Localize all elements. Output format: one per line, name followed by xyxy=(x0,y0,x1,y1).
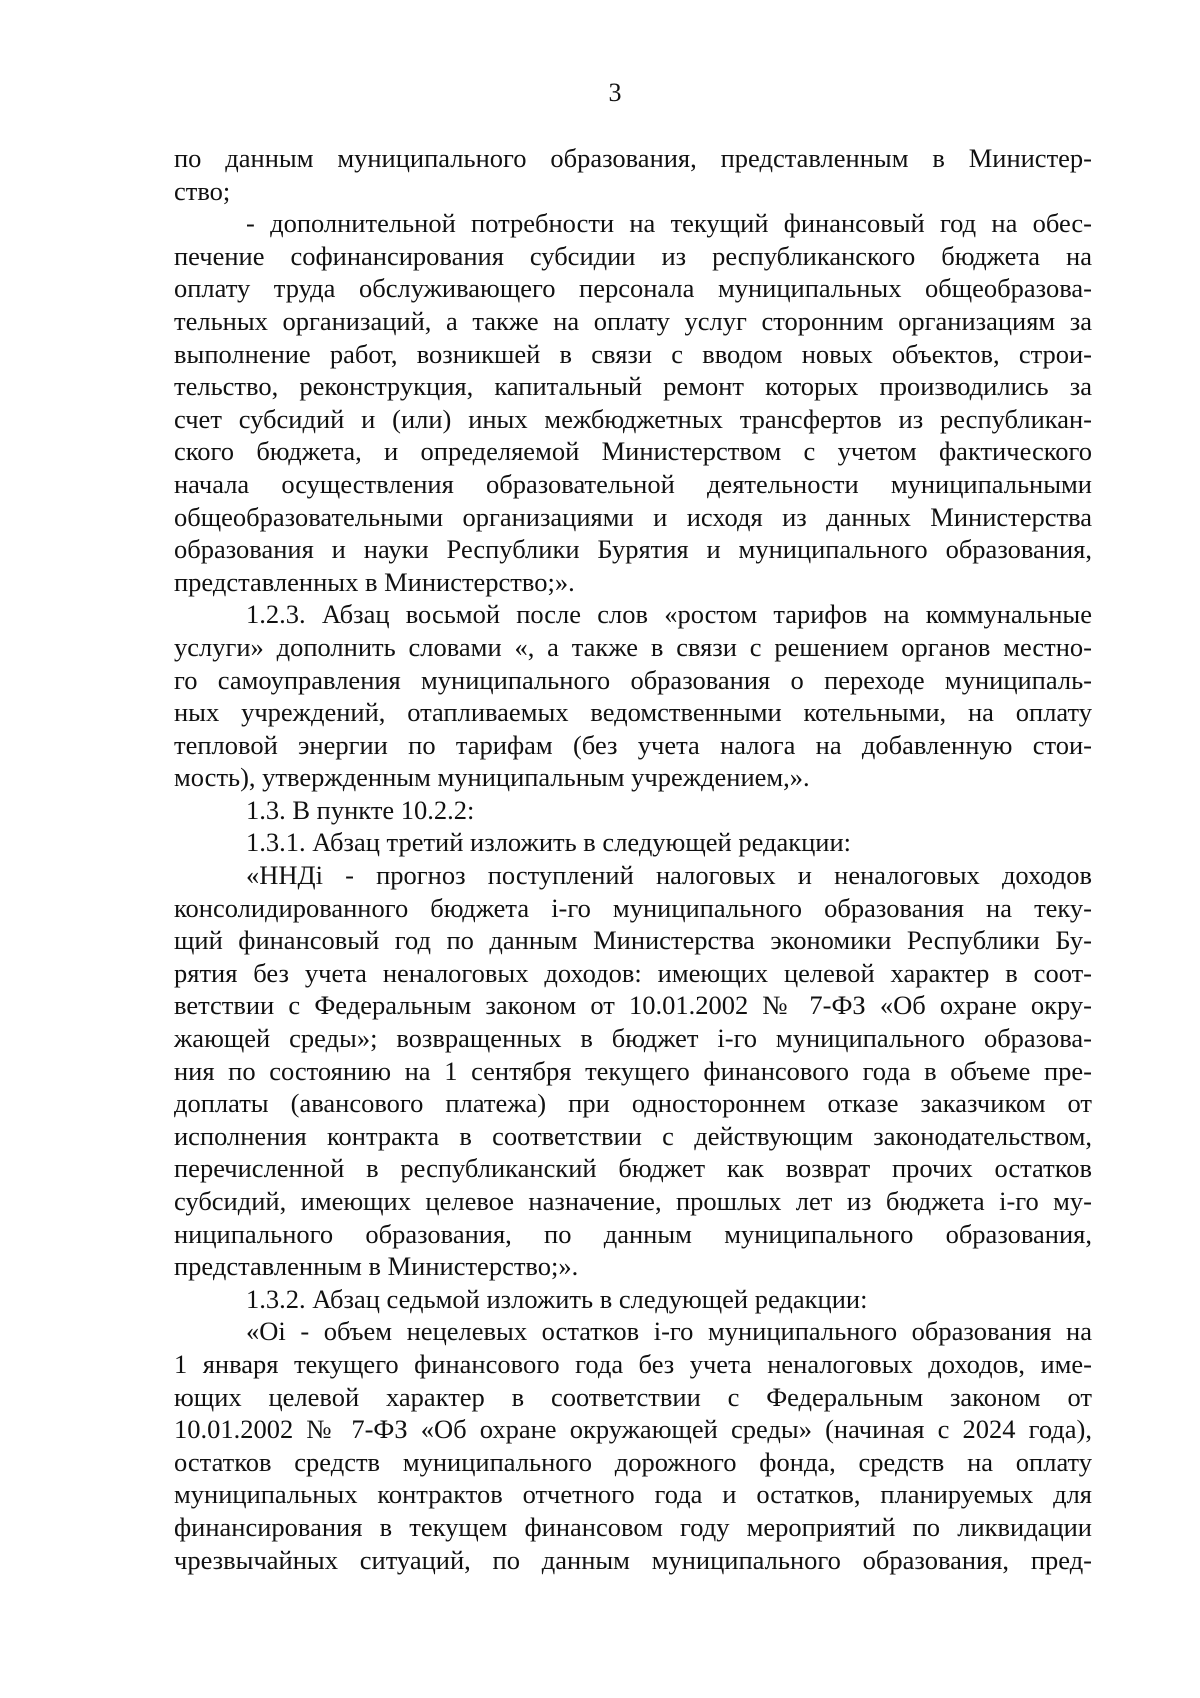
text-line: исполнения контракта в соответствии с действующим законодательством, xyxy=(174,1120,1092,1151)
text-line: го самоуправления муниципального образования о переходе муниципаль- xyxy=(174,664,1092,695)
text-line: муниципальных контрактов отчетного года и остатков, планируемых для xyxy=(174,1479,1092,1510)
text-line: 1.3.1. Абзац третий изложить в следующей редакции: xyxy=(246,827,852,858)
text-line: остатков средств муниципального дорожного фонда, средств на оплату xyxy=(174,1446,1092,1477)
text-line: счет субсидий и (или) иных межбюджетных трансфертов из республикан- xyxy=(174,403,1092,434)
text-line: представленным в Министерство;». xyxy=(174,1251,579,1282)
text-line: оплату труда обслуживающего персонала муниципальных общеобразова- xyxy=(174,273,1092,304)
text-line: ных учреждений, отапливаемых ведомственными котельными, на оплату xyxy=(174,697,1092,728)
text-line: образования и науки Республики Бурятия и муниципального образования, xyxy=(174,534,1092,565)
text-line: консолидированного бюджета i-го муниципального образования на теку- xyxy=(174,892,1092,923)
text-line: чрезвычайных ситуаций, по данным муниципального образования, пред- xyxy=(174,1544,1092,1575)
page-number: 3 xyxy=(608,78,622,107)
text-line: 10.01.2002 № 7-ФЗ «Об охране окружающей среды» (начиная с 2024 года), xyxy=(174,1414,1092,1445)
text-line: - дополнительной потребности на текущий финансовый год на обес- xyxy=(246,208,1092,239)
text-line: 1 января текущего финансового года без учета неналоговых доходов, име- xyxy=(174,1348,1092,1379)
text-line: 1.3.2. Абзац седьмой изложить в следующей редакции: xyxy=(246,1283,868,1314)
text-line: ветствии с Федеральным законом от 10.01.2002 № 7-ФЗ «Об охране окру- xyxy=(174,990,1092,1021)
text-line: щий финансовый год по данным Министерства экономики Республики Бу- xyxy=(174,925,1092,956)
text-line: ниципального образования, по данным муниципального образования, xyxy=(174,1218,1092,1249)
text-line: начала осуществления образовательной деятельности муниципальными xyxy=(174,468,1092,499)
text-line: доплаты (авансового платежа) при одностороннем отказе заказчиком от xyxy=(174,1088,1092,1119)
text-line: тельство, реконструкция, капитальный ремонт которых производились за xyxy=(174,371,1092,402)
text-line: тепловой энергии по тарифам (без учета налога на добавленную стои- xyxy=(174,729,1092,760)
text-line: жающей среды»; возвращенных в бюджет i-го муниципального образова- xyxy=(174,1023,1092,1054)
text-line: ского бюджета, и определяемой Министерством с учетом фактического xyxy=(174,436,1092,467)
text-line: ство; xyxy=(174,175,231,206)
text-line: рятия без учета неналоговых доходов: имеющих целевой характер в соот- xyxy=(174,957,1092,988)
text-line: ющих целевой характер в соответствии с Федеральным законом от xyxy=(174,1381,1092,1412)
text-line: финансирования в текущем финансовом году мероприятий по ликвидации xyxy=(174,1511,1092,1542)
text-line: мость), утвержденным муниципальным учреждением,». xyxy=(174,762,810,793)
text-line: перечисленной в республиканский бюджет как возврат прочих остатков xyxy=(174,1153,1092,1184)
text-line: общеобразовательными организациями и исходя из данных Министерства xyxy=(174,501,1092,532)
text-line: услуги» дополнить словами «, а также в связи с решением органов местно- xyxy=(174,631,1092,662)
text-line: субсидий, имеющих целевое назначение, прошлых лет из бюджета i-го му- xyxy=(174,1186,1092,1216)
body-text xyxy=(174,142,1092,1576)
text-line: «ННДi - прогноз поступлений налоговых и неналоговых доходов xyxy=(246,860,1092,891)
text-line: по данным муниципального образования, представленным в Министер- xyxy=(174,143,1092,173)
text-line: выполнение работ, возникшей в связи с вводом новых объектов, строи- xyxy=(174,338,1092,369)
text-line: «Оi - объем нецелевых остатков i-го муниципального образования на xyxy=(246,1316,1092,1347)
text-line: ния по состоянию на 1 сентября текущего финансового года в объеме пре- xyxy=(174,1055,1092,1086)
text-line: 1.2.3. Абзац восьмой после слов «ростом тарифов на коммунальные xyxy=(246,599,1092,630)
text-line: печение софинансирования субсидии из республиканского бюджета на xyxy=(174,240,1092,271)
text-line: тельных организаций, а также на оплату услуг сторонним организациям за xyxy=(174,305,1092,336)
text-line: представленных в Министерство;». xyxy=(174,566,575,597)
text-line: 1.3. В пункте 10.2.2: xyxy=(246,794,475,825)
